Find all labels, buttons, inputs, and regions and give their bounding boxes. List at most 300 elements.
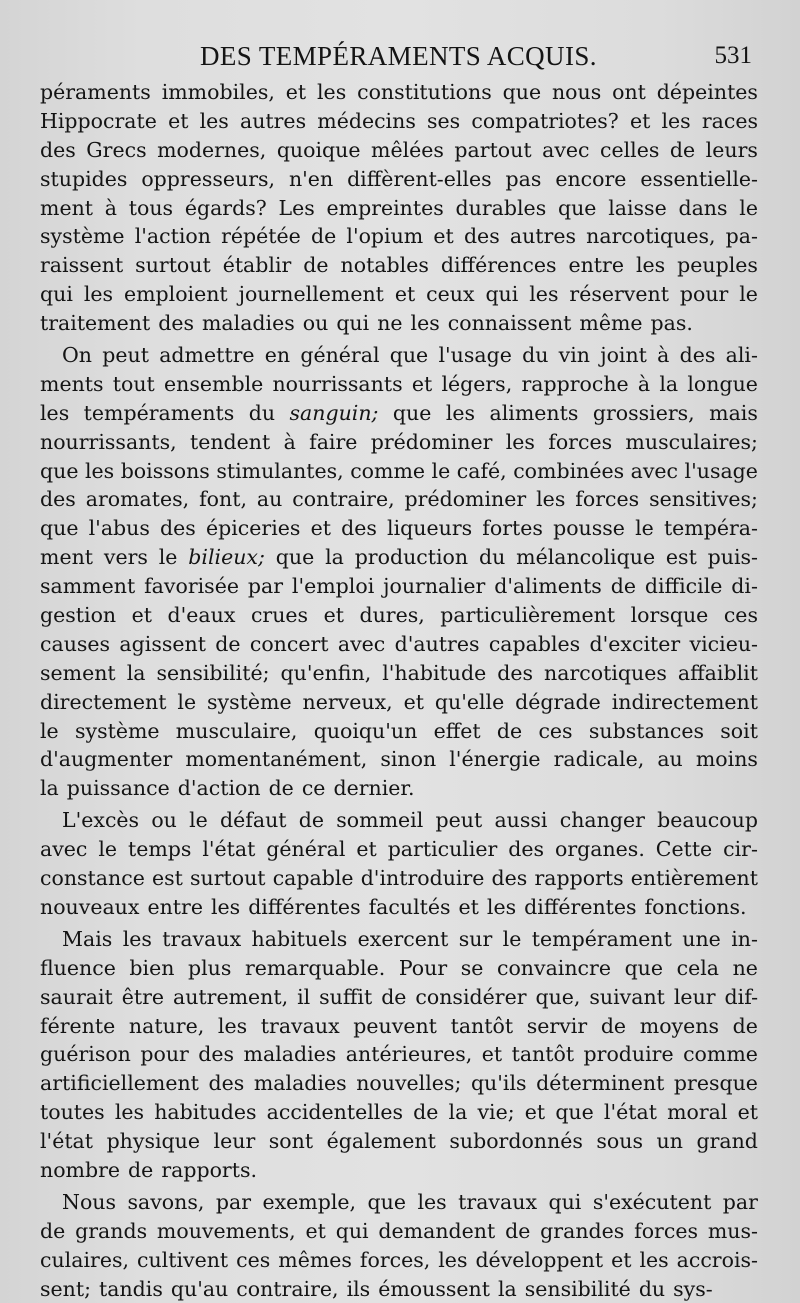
word: et [131, 603, 153, 628]
word: tandis [99, 1276, 163, 1301]
word: par [215, 1189, 252, 1214]
text-line [40, 543, 758, 572]
word: maladies [243, 1042, 337, 1067]
word: l'état [603, 1100, 657, 1125]
word: ils [346, 1276, 371, 1301]
word: quoiqu'un [313, 718, 418, 743]
word: causes [40, 631, 111, 656]
word: aussi [494, 808, 548, 833]
word: est [151, 866, 183, 891]
word: de [310, 224, 337, 249]
word: durables [455, 195, 547, 220]
text-line [40, 1275, 758, 1303]
word: du [522, 343, 549, 368]
word: la [497, 1276, 517, 1301]
text-line [40, 78, 758, 107]
word: l'état [40, 1129, 94, 1154]
word: peut [435, 808, 483, 833]
word: que [367, 1189, 407, 1214]
paragraph [40, 925, 758, 1185]
word: exemple, [262, 1189, 357, 1214]
word: café, [456, 458, 507, 483]
word: établir [222, 253, 292, 278]
word: les [114, 1100, 145, 1125]
word: les [410, 311, 440, 336]
word: mais [709, 400, 758, 425]
text-line [40, 370, 758, 399]
word: Pour [398, 955, 448, 980]
word: diffèrent-elles [347, 166, 492, 191]
word: physique [106, 1129, 201, 1154]
word: et [323, 603, 344, 628]
word: de [413, 1100, 439, 1125]
text-line [40, 983, 758, 1012]
word: les [445, 400, 476, 425]
word: et [611, 1247, 632, 1272]
word: musculaire, [175, 718, 298, 743]
word: que [557, 195, 597, 220]
word: cultivent [136, 1247, 229, 1272]
word: que [502, 80, 542, 104]
word: boissons [120, 458, 210, 483]
word: maladies [201, 311, 295, 336]
word: saurait [40, 984, 113, 1009]
word: forces, [359, 1247, 431, 1272]
text-line [40, 136, 758, 165]
text-line [40, 1012, 758, 1041]
word: sous [596, 1129, 643, 1154]
word: produire [583, 1042, 674, 1067]
text-line [40, 485, 758, 514]
word: le [739, 195, 758, 220]
word: fonctions. [644, 894, 747, 919]
text-line [40, 659, 758, 688]
word: entre [147, 894, 203, 919]
word: subordonnés [449, 1129, 583, 1154]
text-line [40, 280, 758, 309]
word: concert [249, 631, 329, 656]
text-line [40, 1040, 758, 1069]
text-line [40, 399, 758, 428]
word: du [478, 545, 506, 570]
word: sensibilité; [156, 660, 270, 685]
word: d'aliments [494, 574, 602, 599]
word: l'action [134, 224, 211, 249]
word: les [40, 400, 70, 425]
word: à [283, 429, 296, 454]
word: soit [720, 718, 758, 743]
word: habitudes [154, 1100, 257, 1125]
word: mêlées [371, 137, 444, 162]
word: sys- [673, 1276, 713, 1301]
text-line [40, 925, 758, 954]
word: considérer [415, 984, 527, 1009]
word: d'action [177, 776, 261, 801]
word: du [248, 400, 276, 425]
word: l'usage [684, 458, 758, 483]
word: ne [732, 955, 758, 980]
word: différentes [524, 894, 637, 919]
word: convaincre [496, 955, 611, 980]
word: peut [102, 343, 149, 368]
word: temps [127, 837, 192, 862]
word: sont [268, 1129, 314, 1154]
word: la [448, 1100, 468, 1125]
word: des [679, 343, 716, 368]
word: la [126, 660, 146, 685]
word: les [639, 1247, 669, 1272]
word: tous [128, 195, 174, 220]
word: de [505, 1218, 531, 1243]
word: général [266, 837, 346, 862]
word: partout [454, 137, 532, 162]
word: mélancolique [516, 545, 656, 570]
word: des [160, 516, 196, 541]
text-line [40, 688, 758, 717]
word: aromates, [85, 487, 190, 512]
word: par [722, 1189, 758, 1214]
word: samment [40, 574, 136, 599]
word: émoussent [378, 1276, 490, 1301]
word: avec [630, 458, 679, 483]
word: par [247, 574, 284, 599]
word: forces [634, 1218, 698, 1243]
word: rapports. [161, 1157, 257, 1182]
word: les [438, 1247, 468, 1272]
word: traitement [40, 311, 151, 336]
word: différences [440, 253, 557, 278]
word: nouvelles; [356, 1071, 462, 1096]
word: de [732, 1013, 758, 1038]
word: des [341, 516, 377, 541]
page-header [40, 38, 760, 74]
word: mus- [707, 1218, 758, 1243]
word: sement [40, 660, 116, 685]
word: culaires, [40, 1247, 129, 1272]
word: pas [505, 166, 542, 191]
word: des [40, 137, 76, 162]
word: d'augmenter [40, 747, 173, 772]
word: système [207, 689, 292, 714]
word: connaissent [447, 311, 572, 336]
word: de [128, 1157, 154, 1182]
word: immobiles, [161, 80, 275, 104]
word: autres [509, 224, 576, 249]
word: qui [40, 282, 73, 307]
word: journalier [383, 574, 486, 599]
word: de [215, 631, 241, 656]
word: l'état [202, 837, 256, 862]
word: ne [377, 311, 403, 336]
word: réservent [569, 282, 669, 307]
word: que [392, 400, 432, 425]
word: Hippocrate [40, 108, 157, 133]
word: est [665, 545, 697, 570]
word: tempéraments [83, 400, 235, 425]
word: pousse [553, 516, 625, 541]
word: leur [213, 1129, 256, 1154]
word: capables [488, 631, 581, 656]
text-line [40, 457, 758, 486]
word: grossiers, [592, 400, 695, 425]
word: les [486, 894, 517, 919]
word: déterminent [536, 1071, 665, 1096]
word: agissent [119, 631, 206, 656]
word: d'autres [394, 631, 480, 656]
word: des [491, 866, 528, 891]
word: nouveaux [40, 894, 140, 919]
word: particulier [387, 837, 498, 862]
word: moins [695, 747, 758, 772]
word: que [40, 458, 79, 483]
word: et [403, 689, 424, 714]
word: leurs [705, 137, 758, 162]
text-line [40, 1156, 758, 1185]
word: et [433, 224, 454, 249]
word: de [600, 1013, 627, 1038]
word: au [256, 487, 283, 512]
word: toutes [40, 1100, 105, 1125]
word: nourrissants [272, 371, 403, 396]
word: laisse [608, 195, 667, 220]
word: les [417, 1189, 447, 1214]
word: qu'enfin, [280, 660, 372, 685]
word: avec [337, 631, 386, 656]
word: de [669, 137, 696, 162]
word: de [303, 253, 329, 278]
word: égards? [184, 195, 267, 220]
word: également [326, 1129, 436, 1154]
word: ces [723, 603, 758, 628]
word: en [264, 343, 291, 368]
word: notables [340, 253, 429, 278]
word: lorsque [630, 603, 709, 628]
word: que, [535, 984, 581, 1009]
text-line [40, 1069, 758, 1098]
word: général [300, 343, 380, 368]
word: les [505, 429, 535, 454]
word: autres [239, 108, 307, 133]
word: sensibilité [524, 1276, 631, 1301]
word: le [40, 718, 59, 743]
word: des [208, 1071, 245, 1096]
word: suivant [589, 984, 665, 1009]
word: et [394, 282, 416, 307]
word: radicale, [553, 747, 645, 772]
word: forces [548, 429, 613, 454]
word: ont [612, 80, 646, 104]
word: et [305, 1218, 326, 1243]
word: faire [309, 429, 358, 454]
word: péraments [40, 80, 151, 104]
word: Mais [62, 926, 113, 951]
word: contraire, [236, 1276, 339, 1301]
word: et [411, 371, 433, 396]
word: que [40, 516, 79, 541]
paragraph [40, 1188, 758, 1303]
text-line [40, 774, 758, 803]
word: différentes [248, 894, 361, 919]
word: mouvements, [156, 1218, 296, 1243]
word: production [354, 545, 469, 570]
word: ali- [725, 343, 758, 368]
word: les [83, 282, 114, 307]
word: l'habitude [382, 660, 487, 685]
word: grand [696, 1129, 758, 1154]
word: prédominer [370, 429, 493, 454]
word: puissance [66, 776, 170, 801]
word: au [657, 747, 683, 772]
word: la [40, 776, 59, 801]
word: fortes [482, 516, 543, 541]
word: l'abus [88, 516, 150, 541]
word: l'emploi [291, 574, 375, 599]
word: peuvent [353, 1013, 437, 1038]
text-line [40, 428, 758, 457]
italic-word: sanguin; [289, 400, 379, 425]
word: indirectement [611, 689, 758, 714]
word: emploient [123, 282, 228, 307]
word: tendent [189, 429, 271, 454]
word: quoique [276, 137, 361, 162]
word: capable [272, 866, 354, 891]
word: particulièrement [440, 603, 616, 628]
word: combinées [513, 458, 625, 483]
text-line [40, 1246, 758, 1275]
text-line [40, 1098, 758, 1127]
word: changer [559, 808, 645, 833]
word: On [62, 343, 93, 368]
word: accidentelles [266, 1100, 403, 1125]
word: favorisée [144, 574, 239, 599]
word: des [497, 660, 534, 685]
word: effet [433, 718, 481, 743]
word: le [98, 837, 118, 862]
word: et [285, 80, 307, 104]
word: pas. [650, 311, 693, 336]
word: substances [588, 718, 705, 743]
word: modernes, [157, 137, 267, 162]
word: maladies [253, 1071, 347, 1096]
word: qu'ils [470, 1071, 527, 1096]
word: de [381, 984, 407, 1009]
text-line [40, 630, 758, 659]
word: fluence [40, 955, 116, 980]
word: les [199, 108, 229, 133]
word: développent [475, 1247, 604, 1272]
word: sommeil [336, 808, 424, 833]
word: pour [140, 1042, 189, 1067]
word: médecins [317, 108, 416, 133]
text-line [40, 864, 758, 893]
word: légers, [441, 371, 513, 396]
text-line [40, 194, 758, 223]
word: contraire, [292, 487, 395, 512]
word: constitutions [357, 80, 492, 104]
word: tempérament [531, 926, 672, 951]
text-line [40, 107, 758, 136]
word: joint [600, 343, 647, 368]
word: dépeintes [656, 80, 758, 104]
word: les [529, 282, 559, 307]
word: tantôt [511, 1042, 575, 1067]
word: le [158, 545, 178, 570]
word: guérison [40, 1042, 131, 1067]
word: plus [188, 955, 232, 980]
word: et [481, 1042, 503, 1067]
word: sur [458, 926, 493, 951]
paragraph [40, 341, 758, 803]
word: gestion [40, 603, 117, 628]
word: nous [551, 80, 602, 104]
word: férente [40, 1013, 116, 1038]
word: du [638, 1276, 666, 1301]
word: sinon [380, 747, 437, 772]
paragraph [40, 78, 758, 338]
text-line [40, 514, 758, 543]
word: les [217, 1013, 248, 1038]
word: d'introduire [360, 866, 485, 891]
word: vin [558, 343, 590, 368]
word: se [460, 955, 484, 980]
word: que [389, 343, 429, 368]
word: n'en [288, 166, 334, 191]
word: dégrade [515, 689, 601, 714]
word: le [177, 689, 197, 714]
word: facultés [368, 894, 451, 919]
word: nerveux, [302, 689, 393, 714]
paragraph [40, 806, 758, 922]
word: bien [129, 955, 175, 980]
word: dures, [359, 603, 425, 628]
word: suffit [319, 984, 373, 1009]
word: narcotiques, [586, 224, 716, 249]
word: artificiellement [40, 1071, 199, 1096]
word: Nous [62, 1189, 117, 1214]
text-line [40, 165, 758, 194]
text-line [40, 806, 758, 835]
word: à [657, 343, 670, 368]
text-line [40, 1217, 758, 1246]
word: autrement, [172, 984, 289, 1009]
word: stupides [40, 166, 128, 191]
word: longue [687, 371, 758, 396]
word: affaiblit [677, 660, 758, 685]
word: Grecs [86, 137, 147, 162]
word: celles [600, 137, 660, 162]
word: même [579, 311, 643, 336]
text-line [40, 717, 758, 746]
running-title: DES TEMPÉRAMENTS ACQUIS. [200, 41, 597, 71]
word: s'exécutent [592, 1189, 712, 1214]
word: difficile [644, 574, 723, 599]
word: et [737, 1100, 758, 1125]
word: de [268, 776, 294, 801]
word: qui [335, 1218, 369, 1243]
word: que [624, 955, 664, 980]
word: répétée [221, 224, 301, 249]
word: défaut [220, 808, 287, 833]
word: aliments [489, 400, 579, 425]
word: vers [103, 545, 148, 570]
word: les [536, 487, 566, 512]
word: vie; [477, 1100, 515, 1125]
word: l'opium [346, 224, 424, 249]
word: ment [40, 195, 94, 220]
word: des [463, 224, 500, 249]
word: être [121, 984, 165, 1009]
word: dans [678, 195, 728, 220]
